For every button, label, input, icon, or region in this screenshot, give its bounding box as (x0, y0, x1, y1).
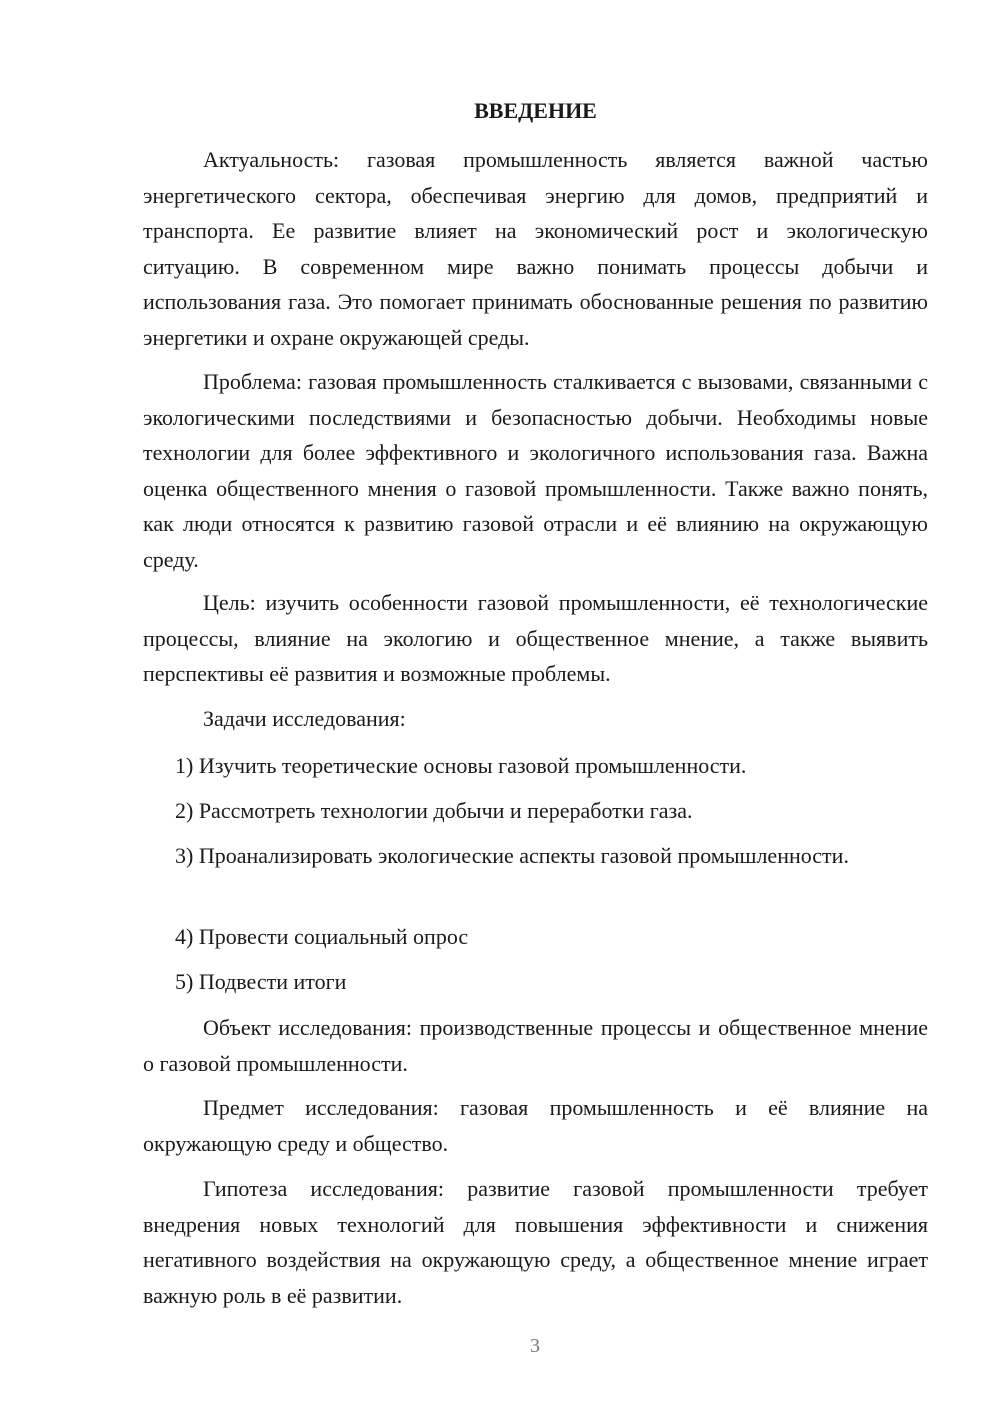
section-title: ВВЕДЕНИЕ (474, 98, 597, 123)
paragraph-tasks-heading: Задачи исследования: (203, 706, 406, 731)
paragraph-object: Объект исследования: производственные процессы и общественное мнение о газовой промышленности. (143, 1015, 928, 1076)
paragraph-hypothesis: Гипотеза исследования: развитие газовой промышленности требует внедрения новых технологий для повышения эффективности и снижения негативного воздействия на окружающую среду, а общественное мнение играет важную роль в её развитии. (143, 1176, 928, 1308)
paragraph-relevance: Актуальность: газовая промышленность является важной частью энергетического сектора, обеспечивая энергию для домов, предприятий и транспорта. Ее развитие влияет на экономический рост и экологическую ситуацию. В современном мире важно понимать процессы добычи и использования газа. Это помогает принимать обоснованные решения по развитию энергетики и охране окружающей среды. (143, 147, 928, 350)
paragraph-problem: Проблема: газовая промышленность сталкивается с вызовами, связанными с экологическими последствиями и безопасностью добычи. Необходимы новые технологии для более эффективного и экологичного использования газа. Важна оценка общественного мнения о газовой промышленности. Также важно понять, как люди относятся к развитию газовой отрасли и её влиянию на окружающую среду. (143, 369, 928, 572)
task-item-1: 1) Изучить теоретические основы газовой промышленности. (175, 753, 747, 778)
task-item-3: 3) Проанализировать экологические аспекты газовой промышленности. (175, 843, 849, 868)
task-item-2: 2) Рассмотреть технологии добычи и переработки газа. (175, 798, 693, 823)
task-item-4: 4) Провести социальный опрос (175, 924, 469, 949)
paragraph-goal: Цель: изучить особенности газовой промышленности, её технологические процессы, влияние на экологию и общественное мнение, а также выявить перспективы её развития и возможные проблемы. (143, 590, 928, 686)
paragraph-subject: Предмет исследования: газовая промышленность и её влияние на окружающую среду и общество. (143, 1095, 928, 1156)
task-item-5: 5) Подвести итоги (175, 969, 347, 994)
page-number: 3 (530, 1335, 540, 1357)
